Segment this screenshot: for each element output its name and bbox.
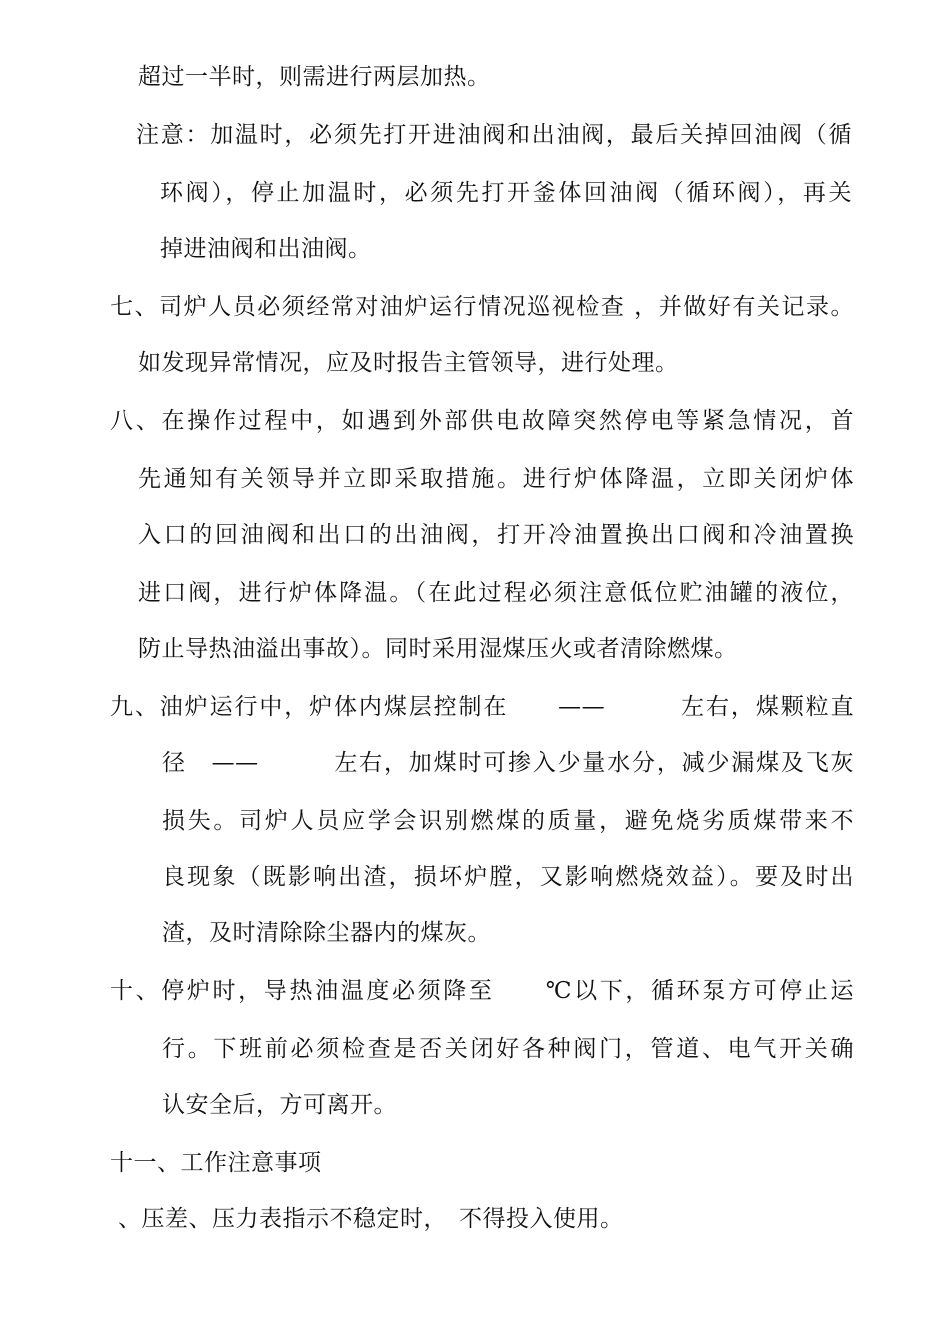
text-line: 十、停炉时，导热油温度必须降至 ℃以下，循环泵方可停止运 — [110, 978, 854, 1004]
text-line: 良现象（既影响出渣，损坏炉膛，又影响燃烧效益）。要及时出 — [162, 864, 854, 890]
text-line: 环阀），停止加温时，必须先打开釜体回油阀（循环阀），再关 — [160, 180, 852, 206]
text-line: 损失。司炉人员应学会识别燃煤的质量，避免烧劣质煤带来不 — [162, 808, 854, 834]
text-line: 径 —— 左右，加煤时可掺入少量水分，减少漏煤及飞灰 — [162, 750, 854, 776]
text-line: 注意：加温时，必须先打开进油阀和出油阀，最后关掉回油阀（循 — [136, 122, 852, 148]
text-line: 掉进油阀和出油阀。 — [160, 236, 372, 262]
section-heading: 十一、工作注意事项 — [110, 1150, 322, 1176]
text-line: 渣，及时清除除尘器内的煤灰。 — [162, 920, 491, 946]
text-line: 行。下班前必须检查是否关闭好各种阀门，管道、电气开关确 — [162, 1036, 854, 1062]
text-line: 如发现异常情况，应及时报告主管领导，进行处理。 — [138, 350, 679, 376]
text-line: 八、在操作过程中，如遇到外部供电故障突然停电等紧急情况，首 — [110, 408, 854, 434]
text-line: 认安全后，方可离开。 — [162, 1092, 397, 1118]
text-line: 先通知有关领导并立即采取措施。进行炉体降温，立即关闭炉体 — [138, 466, 854, 492]
text-line: 九、油炉运行中，炉体内煤层控制在 —— 左右，煤颗粒直 — [110, 694, 854, 720]
text-line: 超过一半时，则需进行两层加热。 — [138, 64, 491, 90]
text-line: 进口阀，进行炉体降温。（在此过程必须注意低位贮油罐的液位， — [138, 580, 854, 606]
text-line: 、压差、压力表指示不稳定时， 不得投入使用。 — [118, 1206, 624, 1232]
text-line: 入口的回油阀和出口的出油阀，打开冷油置换出口阀和冷油置换 — [138, 522, 854, 548]
text-line: 七、司炉人员必须经常对油炉运行情况巡视检查 ，并做好有关记录。 — [110, 294, 854, 320]
text-line: 防止导热油溢出事故）。同时采用湿煤压火或者清除燃煤。 — [138, 636, 738, 662]
